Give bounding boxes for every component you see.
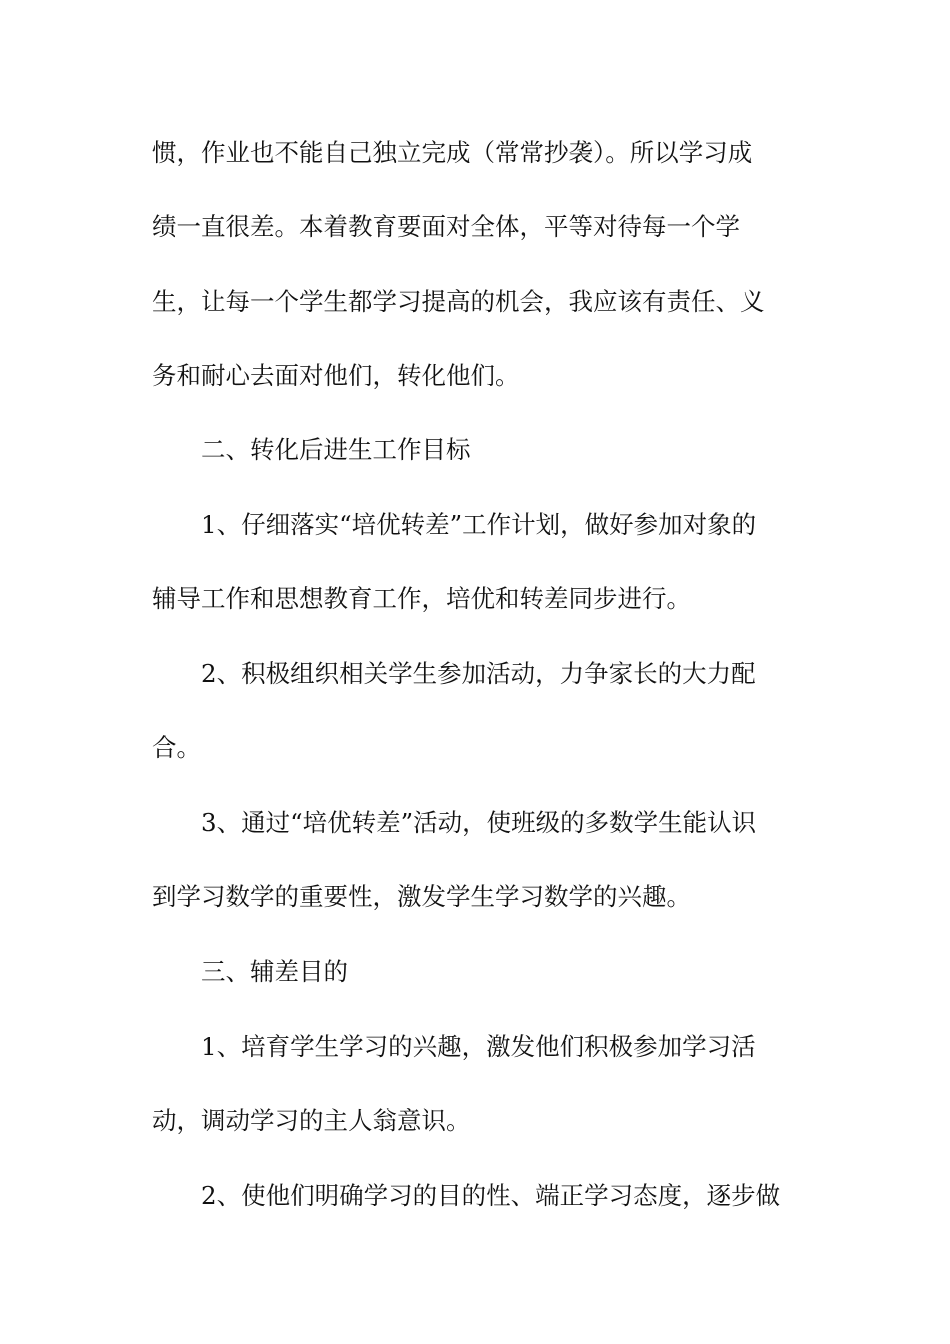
paragraph-line: 动，调动学习的主人翁意识。 bbox=[152, 1106, 471, 1135]
paragraph-line: 生，让每一个学生都学习提高的机会，我应该有责任、义 bbox=[152, 287, 765, 316]
paragraph-line: 1、仔细落实“培优转差”工作计划，做好参加对象的 bbox=[201, 510, 757, 539]
paragraph-line: 2、积极组织相关学生参加活动，力争家长的大力配 bbox=[201, 659, 756, 688]
section-heading: 二、转化后进生工作目标 bbox=[201, 435, 471, 464]
paragraph-line: 合。 bbox=[152, 733, 201, 762]
paragraph-line: 务和耐心去面对他们，转化他们。 bbox=[152, 361, 520, 390]
paragraph-line: 1、培育学生学习的兴趣，激发他们积极参加学习活 bbox=[201, 1032, 756, 1061]
paragraph-line: 2、使他们明确学习的目的性、端正学习态度，逐步做 bbox=[201, 1181, 781, 1210]
paragraph-line: 到学习数学的重要性，激发学生学习数学的兴趣。 bbox=[152, 882, 691, 911]
paragraph-line: 3、通过“培优转差”活动，使班级的多数学生能认识 bbox=[201, 808, 757, 837]
paragraph-line: 绩一直很差。本着教育要面对全体，平等对待每一个学 bbox=[152, 212, 740, 241]
section-heading: 三、辅差目的 bbox=[201, 957, 348, 986]
paragraph-line: 辅导工作和思想教育工作，培优和转差同步进行。 bbox=[152, 584, 691, 613]
paragraph-line: 惯，作业也不能自己独立完成（常常抄袭）。所以学习成 bbox=[152, 138, 753, 167]
